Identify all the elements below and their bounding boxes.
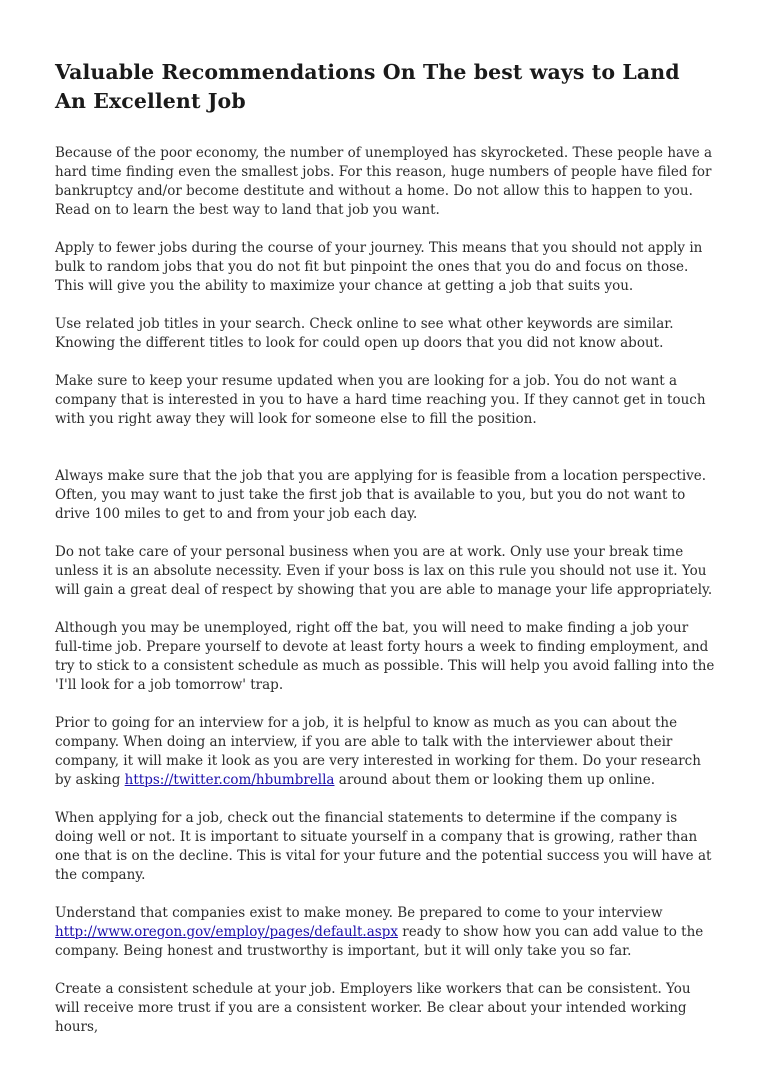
twitter-link[interactable]: https://twitter.com/hbumbrella [124,772,335,788]
paragraph-interview-text-before: Prior to going for an interview for a job, it is helpful to know as much as you can about the company. When doing an interview, if you are able to talk with the interviewer about their company, it will make it look as you are very interested in working for them. Do your research by asking [55,715,701,788]
paragraph-money-text-before: Understand that companies exist to make money. Be prepared to come to your interview [55,905,663,921]
paragraph-interview-research [55,714,715,790]
paragraph-interview-text-after: around about them or looking them up online. [334,772,655,788]
paragraph-companies-money [55,904,715,961]
paragraph-consistent-schedule: Create a consistent schedule at your job. Employers like workers that can be consistent. You will receive more trust if you are a consistent worker. Be clear about your intended working hours, [55,981,691,1035]
paragraph-related-titles: Use related job titles in your search. Check online to see what other keywords are similar. Knowing the different titles to look for could open up doors that you did not know about. [55,316,674,351]
paragraph-apply-fewer: Apply to fewer jobs during the course of your journey. This means that you should not apply in bulk to random jobs that you do not fit but pinpoint the ones that you do and focus on those. This will give you the ability to maximize your chance at getting a job that suits you. [55,240,703,294]
paragraph-resume-updated: Make sure to keep your resume updated when you are looking for a job. You do not want a company that is interested in you to have a hard time reaching you. If they cannot get in touch with you right away they will look for someone else to fill the position. [55,373,706,427]
document-title: Valuable Recommendations On The best ways to Land An Excellent Job [55,60,680,113]
paragraph-personal-business: Do not take care of your personal business when you are at work. Only use your break time unless it is an absolute necessity. Even if your boss is lax on this rule you should not use it. You will gain a great deal of respect by showing that you are able to manage your life appropriately. [55,544,713,598]
document-page [55,58,715,1056]
paragraph-intro: Because of the poor economy, the number of unemployed has skyrocketed. These people have a hard time finding even the smallest jobs. For this reason, huge numbers of people have filed for bankruptcy and/or become destitute and without a home. Do not allow this to happen to you. Read on to learn the best way to land that job you want. [55,145,713,218]
paragraph-full-time-search: Although you may be unemployed, right off the bat, you will need to make finding a job your full-time job. Prepare yourself to devote at least forty hours a week to finding employment, and try to stick to a consistent schedule as much as possible. This will help you avoid falling into the 'I'll look for a job tomorrow' trap. [55,620,715,693]
paragraph-money-text-after: ready to show how you can add value to the company. Being honest and trustworthy is important, but it will only take you so far. [55,924,704,959]
oregon-gov-link[interactable]: http://www.oregon.gov/employ/pages/default.aspx [55,924,398,940]
paragraph-financial-statements: When applying for a job, check out the financial statements to determine if the company is doing well or not. It is important to situate yourself in a company that is growing, rather than one that is on the decline. This is vital for your future and the potential success you will have at the company. [55,810,712,883]
paragraph-location: Always make sure that the job that you are applying for is feasible from a location perspective. Often, you may want to just take the first job that is available to you, but you do not want to drive 100 miles to get to and from your job each day. [55,468,707,522]
